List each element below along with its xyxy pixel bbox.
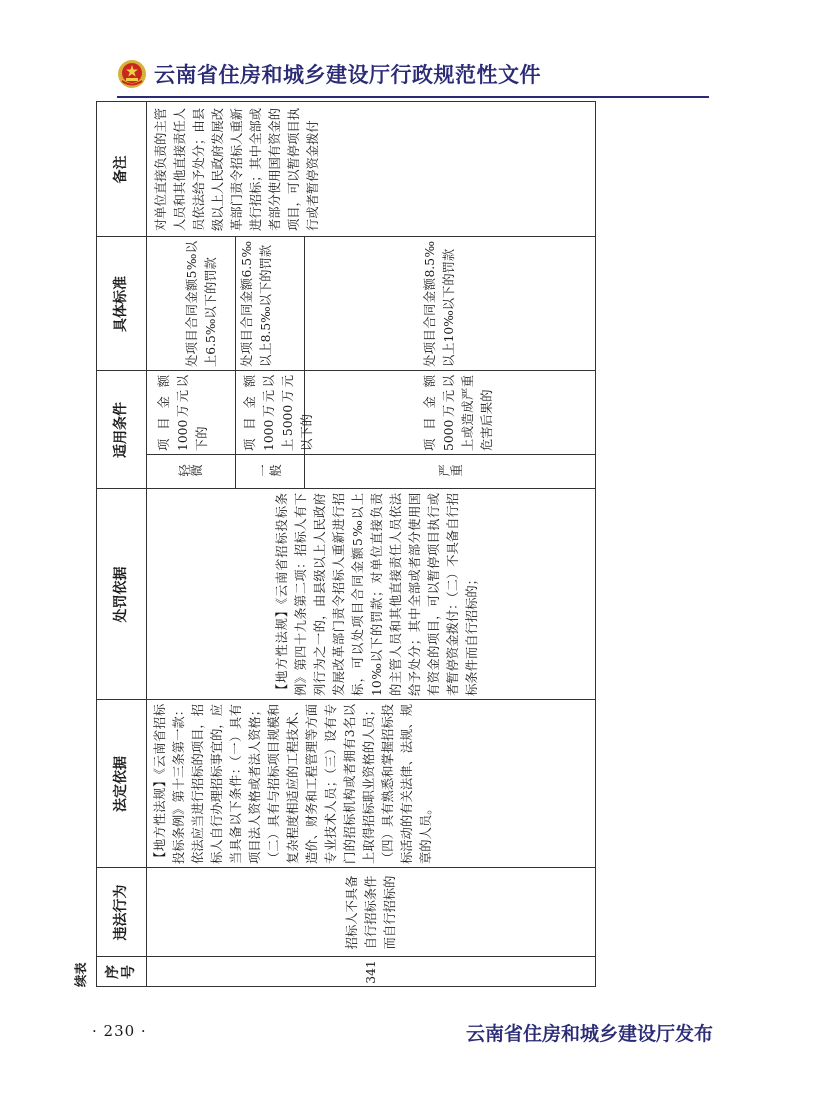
penalty-standard-table (74, 101, 596, 987)
condition-serious: 项目金额5000万元以上或造成严重危害后果的 (423, 375, 494, 451)
degree-general: 一般 (257, 464, 282, 479)
national-emblem-icon (117, 59, 147, 89)
table-caption: 续表 (74, 962, 88, 987)
header-legal-basis: 法定依据 (113, 756, 129, 812)
header-standard: 具体标准 (113, 276, 129, 332)
row-legal-basis: 【地方性法规】《云南省招标投标条例》第十三条第一款：依法应当进行招标的项目，招标人自行办理招标事宜的，应当具备以下条件：（一）具有项目法人资格或者法人资格；（二）具有与招标项目规模和复杂程度相适应的工程技术、造价、财务和工程管理等方面专业技术人员；（三）设有专门的招标机构或者拥有3名以上取得招标职业资格的人员；（四）具有熟悉和掌握招标投标活动的有关法律、法规、规章的人员。 (153, 704, 433, 864)
header-seq: 序号 (105, 965, 137, 979)
row-violation: 招标人不具备自行招标条件而自行招标的 (344, 875, 397, 950)
header-penalty-basis: 处罚依据 (113, 566, 129, 623)
condition-minor: 项目金额1000万元以下的 (157, 375, 209, 451)
row-penalty-basis: 【地方性法规】《云南省招标投标条例》第四十九条第二项：招标人有下列行为之一的，由县级以上人民政府发展改革部门责令招标人重新进行招标，可以处项目合同金额5‰以上10‰以下的罚款；对单位直接负责的主管人员和其他直接责任人员依法给予处分；其中全部或者部分使用国有资金的项目，可以暂停项目执行或者暂停资金拨付：（二）不具备自行招标条件而自行招标的； (274, 493, 479, 696)
header-divider (117, 96, 709, 98)
standard-serious: 处项目合同金额8.5‰以上10‰以下的罚款 (423, 241, 456, 367)
header-violation: 违法行为 (113, 884, 129, 941)
header-condition: 适用条件 (113, 402, 129, 458)
degree-serious: 严重 (437, 464, 463, 479)
document-header-title: 云南省住房和城乡建设厅行政规范性文件 (154, 63, 541, 87)
document-header (117, 58, 541, 90)
header-remarks: 备注 (113, 155, 129, 184)
row-remarks: 对单位直接负责的主管人员和其他直接责任人员依法给予处分；由县级以上人民政府发展改革部门责令招标人重新进行招标；其中全部或者部分使用国有资金的项目，可以暂停项目执行或者暂停资金拨付 (154, 108, 320, 231)
condition-general: 项目金额1000万元以上5000万元以下的 (243, 375, 314, 451)
standard-general: 处项目合同金额6.5‰以上8.5‰以下的罚款 (240, 241, 273, 367)
page-number: · 230 · (92, 1022, 147, 1040)
degree-minor: 轻微 (178, 464, 203, 479)
row-seq: 341 (363, 960, 378, 984)
footer-publisher: 云南省住房和城乡建设厅发布 (466, 1023, 714, 1045)
standard-minor: 处项目合同金额5‰以上6.5‰以下的罚款 (185, 241, 218, 367)
